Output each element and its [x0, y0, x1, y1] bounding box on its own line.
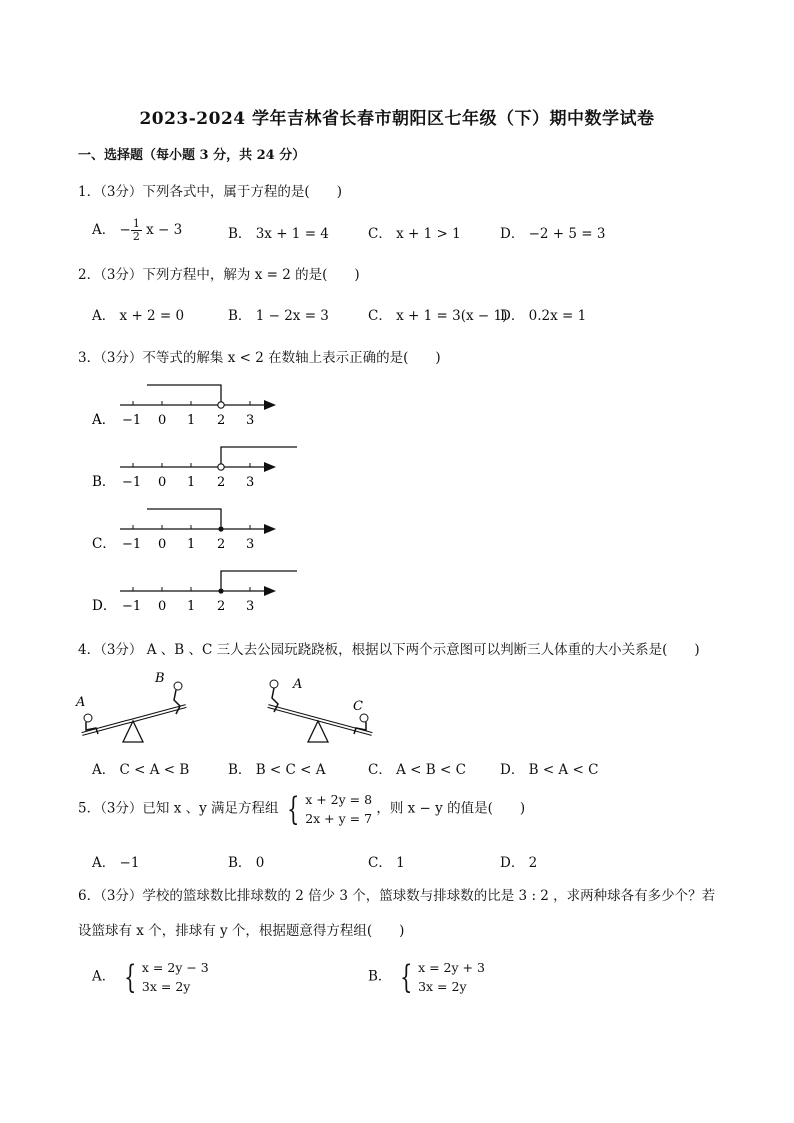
- option-label: A．: [92, 412, 116, 428]
- section-heading: 一、选择题（每小题 3 分，共 24 分）: [78, 148, 306, 163]
- svg-text:2: 2: [217, 413, 226, 428]
- question-4-stem: 4．（3分） A 、B 、C 三人去公园玩跷跷板，根据以下两个示意图可以判断三人体重的大小关系是( ): [78, 642, 700, 658]
- svg-text:0: 0: [158, 413, 167, 428]
- question-4-option-b: B． B < C < A: [228, 762, 326, 778]
- question-6-stem-line-2: 设篮球有 x 个，排球有 y 个，根据题意得方程组( ): [78, 923, 405, 939]
- svg-text:C: C: [353, 699, 363, 714]
- svg-text:2: 2: [217, 599, 226, 614]
- option-label: C．: [92, 536, 116, 552]
- question-3-stem: 3．（3分）不等式的解集 x < 2 在数轴上表示正确的是( ): [78, 350, 441, 366]
- question-2-option-a: A． x + 2 = 0: [92, 308, 185, 324]
- svg-text:−1: −1: [122, 475, 142, 490]
- svg-text:0: 0: [158, 599, 167, 614]
- svg-text:0: 0: [158, 475, 167, 490]
- svg-text:−1: −1: [122, 413, 142, 428]
- svg-text:3: 3: [246, 475, 255, 490]
- svg-text:A: A: [76, 695, 86, 710]
- svg-text:2: 2: [217, 537, 226, 552]
- svg-text:B: B: [155, 671, 165, 686]
- svg-text:1: 1: [187, 599, 196, 614]
- question-5-option-a: A． −1: [92, 855, 140, 871]
- svg-text:1: 1: [187, 537, 196, 552]
- number-line-a: [91, 385, 276, 428]
- option-label: D．: [92, 598, 117, 614]
- question-2-option-c: C． x + 1 = 3(x − 1): [368, 308, 508, 324]
- fraction: $\frac{1}{2}$: [132, 217, 140, 243]
- question-4-option-d: D． B < A < C: [500, 762, 599, 778]
- svg-text:3: 3: [246, 599, 255, 614]
- equation-system: { x = 2y − 3 3x = 2y: [123, 958, 209, 996]
- question-1-stem: 1．（3分）下列各式中，属于方程的是( ): [78, 184, 342, 200]
- question-2-stem: 2．（3分）下列方程中，解为 x = 2 的是( ): [78, 267, 360, 283]
- question-1-option-a: A． − $\frac{1}{2}$ x − 3: [92, 217, 183, 243]
- page-title: 2023-2024 学年吉林省长春市朝阳区七年级（下）期中数学试卷: [139, 109, 655, 129]
- number-line-d: [92, 571, 297, 614]
- question-1-option-b: B． 3x + 1 = 4: [228, 226, 329, 242]
- question-5-option-c: C． 1: [368, 855, 405, 871]
- equation-system: { x + 2y = 8 2x + y = 7: [286, 790, 373, 828]
- question-6-stem-line-1: 6．（3分）学校的篮球数比排球数的 2 倍少 3 个，篮球数与排球数的比是 3 : 2 ，求两种球各有多少个？若: [78, 888, 716, 904]
- question-4-option-a: A． C < A < B: [92, 762, 190, 778]
- question-6-option-a: A． { x = 2y − 3 3x = 2y: [92, 958, 209, 996]
- svg-text:3: 3: [246, 413, 255, 428]
- svg-text:1: 1: [187, 413, 196, 428]
- svg-text:0: 0: [158, 537, 167, 552]
- number-line-c: [92, 509, 276, 552]
- seesaw-figure-2: [268, 677, 372, 742]
- number-line-b: [92, 447, 297, 490]
- svg-text:2: 2: [217, 475, 226, 490]
- question-5-option-b: B． 0: [228, 855, 265, 871]
- svg-text:−1: −1: [122, 599, 142, 614]
- svg-text:−1: −1: [122, 537, 142, 552]
- svg-text:1: 1: [187, 475, 196, 490]
- svg-text:A: A: [293, 677, 303, 692]
- question-2-option-b: B． 1 − 2x = 3: [228, 308, 329, 324]
- question-5-stem: 5．（3分）已知 x 、y 满足方程组 { x + 2y = 8 2x + y = 7 ，则 x − y 的值是( ): [78, 790, 526, 828]
- svg-text:3: 3: [246, 537, 255, 552]
- question-1-option-d: D． −2 + 5 = 3: [500, 226, 606, 242]
- equation-system: { x = 2y + 3 3x = 2y: [399, 958, 485, 996]
- seesaw-figures: [0, 666, 794, 746]
- number-line-figures: [0, 372, 794, 632]
- seesaw-figure-1: [75, 671, 186, 742]
- option-label: B．: [92, 474, 116, 490]
- question-5-option-d: D． 2: [500, 855, 538, 871]
- question-2-option-d: D． 0.2x = 1: [500, 308, 587, 324]
- question-6-option-b: B． { x = 2y + 3 3x = 2y: [368, 958, 485, 996]
- question-4-option-c: C． A < B < C: [368, 762, 466, 778]
- question-1-option-c: C． x + 1 > 1: [368, 226, 461, 242]
